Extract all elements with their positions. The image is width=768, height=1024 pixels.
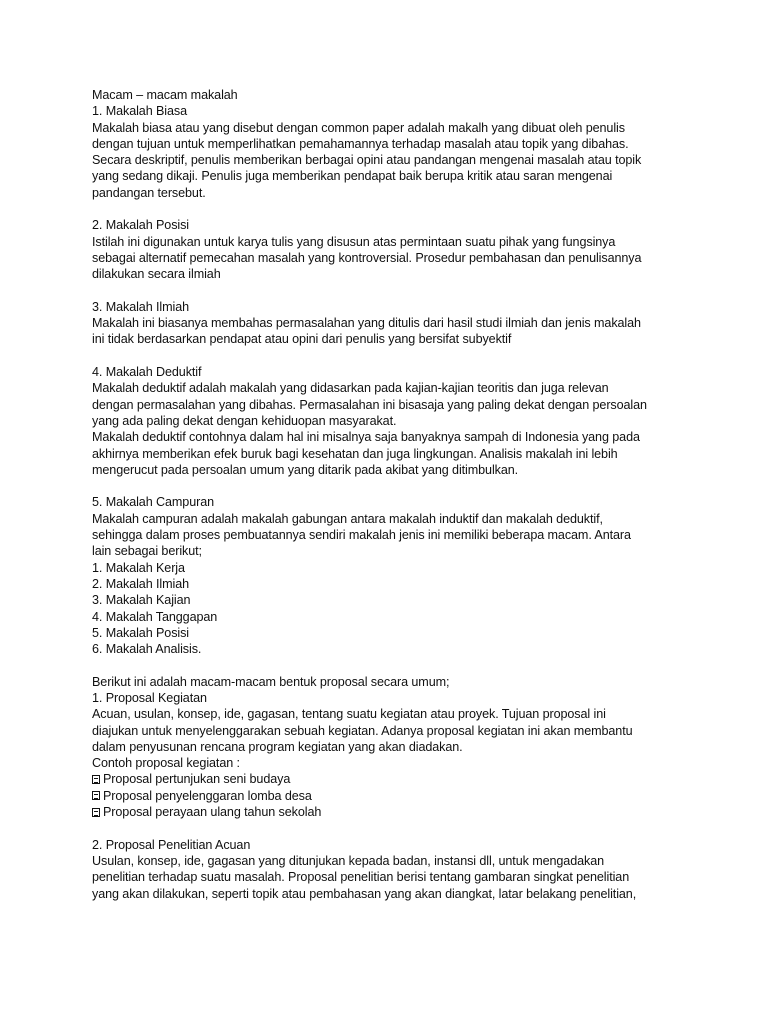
paragraph-line: Makalah deduktif adalah makalah yang didasarkan pada kajian-kajian teoritis dan juga relevan [92,381,609,396]
blank-line [92,657,682,673]
blank-line [92,348,682,364]
bullet-text: Proposal penyelenggaran lomba desa [103,788,312,803]
paragraph-line: Makalah deduktif contohnya dalam hal ini misalnya saja banyaknya sampah di Indonesia yang pada [92,430,640,445]
section-heading: 2. Makalah Posisi [92,218,189,233]
paragraph-line: Istilah ini digunakan untuk karya tulis yang disusun atas permintaan suatu pihak yang fungsinya [92,234,616,249]
section-heading: 1. Proposal Kegiatan [92,690,207,705]
list-item: 1. Makalah Kerja [92,560,185,575]
list-item: 3. Makalah Kajian [92,593,191,608]
blank-line [92,201,682,217]
paragraph-line: penelitian terhadap suatu masalah. Proposal penelitian berisi tentang gambaran singkat penelitian [92,870,630,885]
bullet-item [92,788,682,804]
paragraph-line: dengan tujuan untuk memperlihatkan pemahamannya terhadap masalah atau topik yang dibahas. [92,136,629,151]
paragraph-line: diajukan untuk menyelenggarakan sebuah kegiatan. Adanya proposal kegiatan ini akan membantu [92,723,633,738]
paragraph-line: Makalah ini biasanya membahas permasalahan yang ditulis dari hasil studi ilmiah dan jenis makalah [92,316,641,331]
paragraph-line: dengan permasalahan yang dibahas. Permasalahan ini bisasaja yang paling dekat dengan persoalan [92,397,647,412]
section-heading: 1. Makalah Biasa [92,104,188,119]
paragraph-line: Usulan, konsep, ide, gagasan yang ditunjukan kepada badan, instansi dll, untuk mengadakan [92,853,605,868]
paragraph-line: yang akan dilakukan, seperti topik atau pembahasan yang akan diangkat, latar belakang penelitian, [92,886,637,901]
paragraph-line: Acuan, usulan, konsep, ide, gagasan, tentang suatu kegiatan atau proyek. Tujuan proposal ini [92,707,606,722]
blank-line [92,478,682,494]
document-page [92,87,682,902]
document-title: Macam – macam makalah [92,88,238,102]
bullet-item [92,771,682,787]
list-item: 6. Makalah Analisis. [92,642,202,657]
list-item: 2. Makalah Ilmiah [92,576,189,591]
paragraph-line: Secara deskriptif, penulis memberikan berbagai opini atau pandangan mengenai masalah atau topik [92,153,642,168]
blank-line [92,283,682,299]
paragraph-line: sebagai alternatif pemecahan masalah yang kontroversial. Prosedur pembahasan dan penulisannya [92,250,642,265]
paragraph-line: sehingga dalam proses pembuatannya sendiri makalah jenis ini memiliki beberapa macam. Antara [92,528,631,543]
proposal-intro: Berikut ini adalah macam-macam bentuk proposal secara umum; [92,674,450,689]
paragraph-line: dalam penyusunan rencana program kegiatan yang akan diadakan. [92,739,463,754]
paragraph-line: pandangan tersebut. [92,185,206,200]
paragraph-line: ini tidak berdasarkan pendapat atau opini dari penulis yang bersifat subyektif [92,332,512,347]
section-heading: 3. Makalah Ilmiah [92,299,189,314]
paragraph-line: dilakukan secara ilmiah [92,267,221,282]
paragraph-line: yang ada paling dekat dengan kehiduopan masyarakat. [92,413,397,428]
paragraph-line: lain sebagai berikut; [92,544,202,559]
bullet-text: Proposal perayaan ulang tahun sekolah [103,805,322,820]
bullet-box-icon [92,791,100,800]
paragraph-line: mengerucut pada persoalan umum yang ditarik pada akibat yang ditimbulkan. [92,462,519,477]
section-heading: 2. Proposal Penelitian Acuan [92,837,251,852]
paragraph-line: Contoh proposal kegiatan : [92,756,240,771]
paragraph-line: Makalah biasa atau yang disebut dengan common paper adalah makalh yang dibuat oleh penulis [92,120,625,135]
paragraph-line: akhirnya memberikan efek buruk bagi kesehatan dan juga lingkungan. Analisis makalah ini lebih [92,446,618,461]
section-heading: 5. Makalah Campuran [92,495,215,510]
paragraph-line: yang sedang dikaji. Penulis juga memberikan pendapat baik berupa kritik atau saran mengenai [92,169,613,184]
list-item: 5. Makalah Posisi [92,625,189,640]
bullet-text: Proposal pertunjukan seni budaya [103,772,291,787]
list-item: 4. Makalah Tanggapan [92,609,218,624]
paragraph-line: Makalah campuran adalah makalah gabungan antara makalah induktif dan makalah deduktif, [92,511,603,526]
section-heading: 4. Makalah Deduktif [92,365,202,380]
bullet-box-icon [92,775,100,784]
bullet-item [92,804,682,820]
blank-line [92,820,682,836]
bullet-box-icon [92,808,100,817]
